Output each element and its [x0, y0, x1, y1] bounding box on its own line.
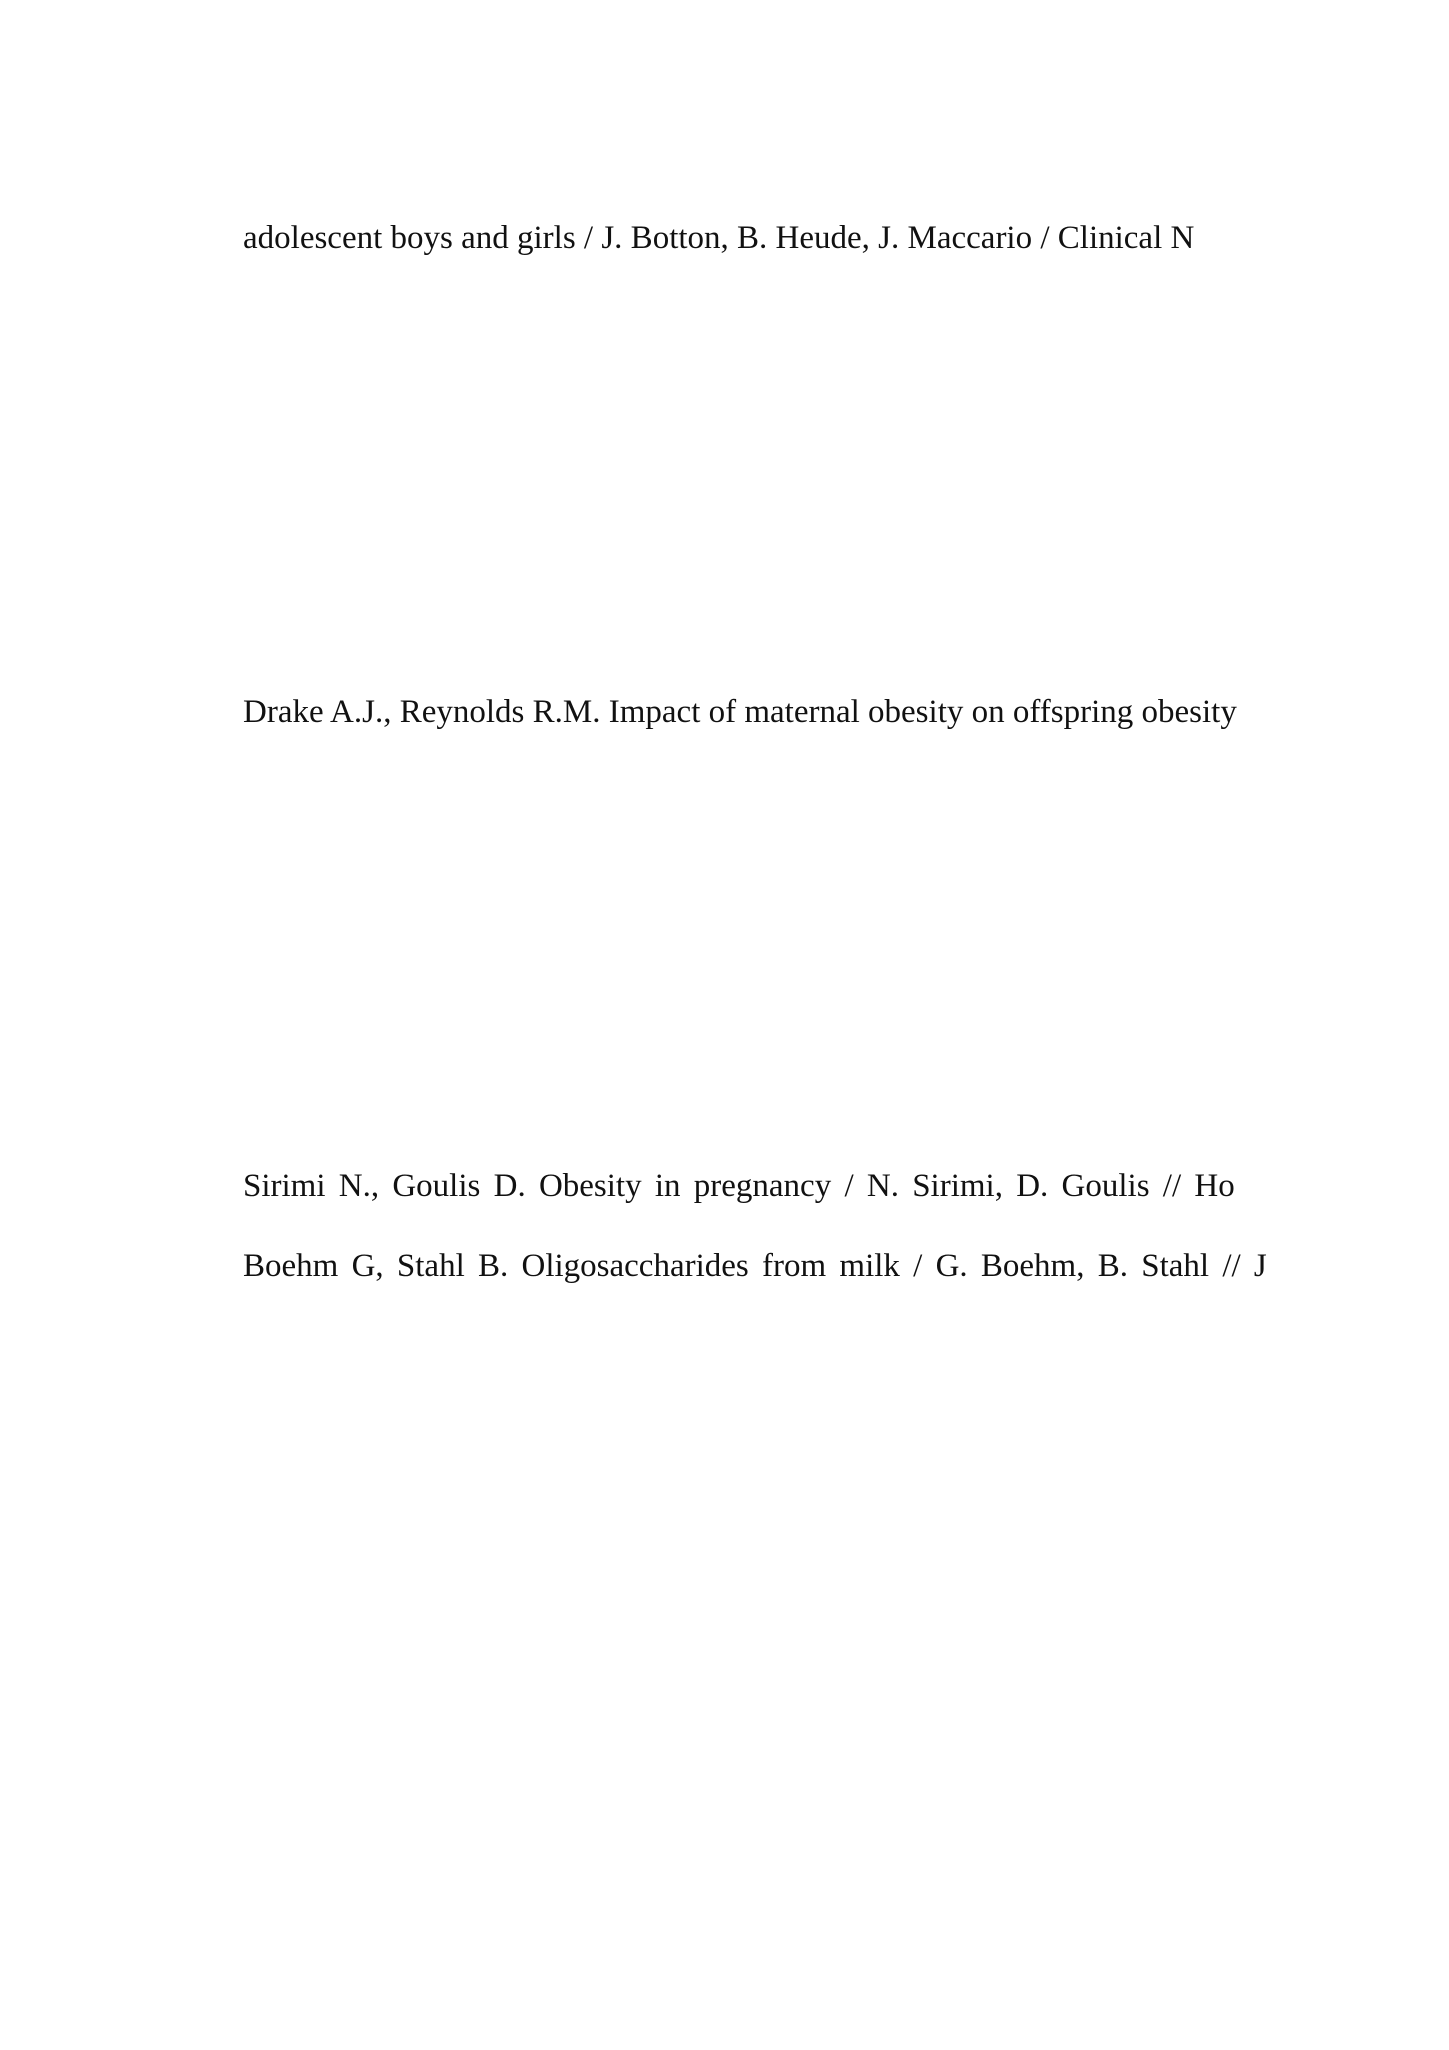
reference-line-botton: adolescent boys and girls / J. Botton, B. Heude, J. Maccario / Clinical N — [243, 220, 1195, 256]
reference-line-boehm: Boehm G, Stahl B. Oligosaccharides from milk / G. Boehm, B. Stahl // J — [243, 1248, 1267, 1284]
reference-line-drake: Drake A.J., Reynolds R.M. Impact of maternal obesity on offspring obesity — [243, 694, 1237, 730]
reference-line-sirimi: Sirimi N., Goulis D. Obesity in pregnancy / N. Sirimi, D. Goulis // Ho — [243, 1168, 1235, 1204]
